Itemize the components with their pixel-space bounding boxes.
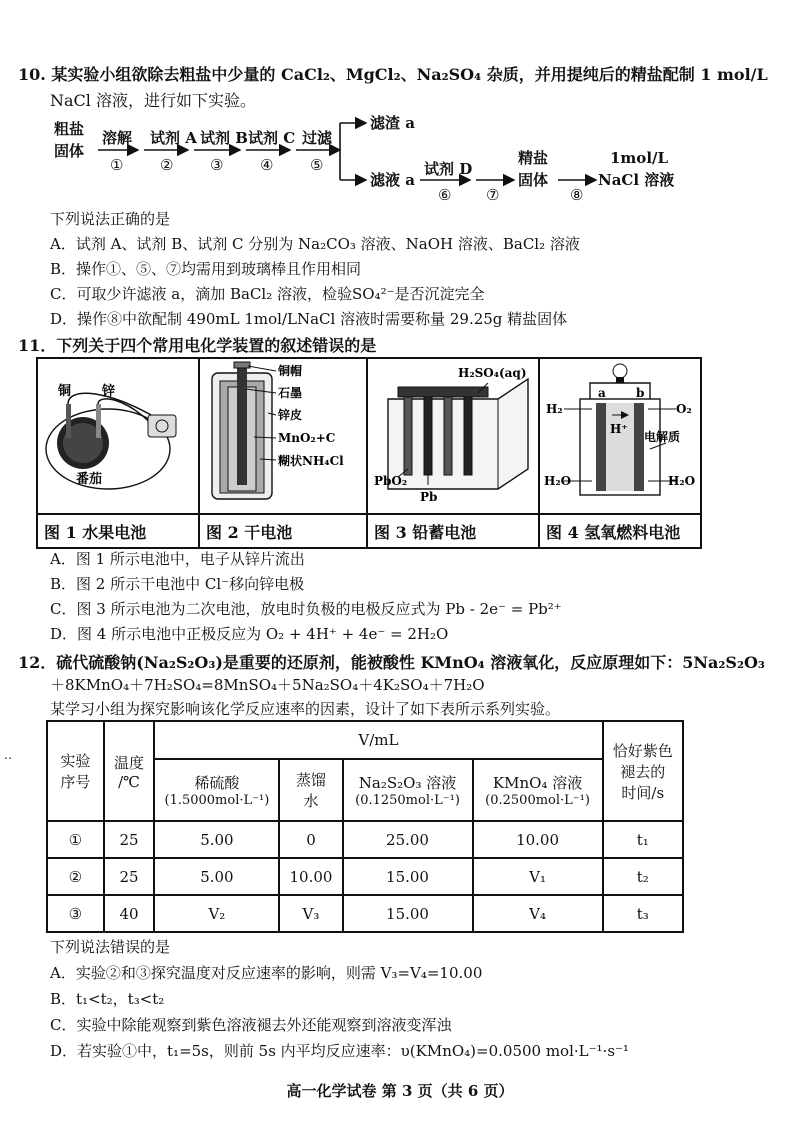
q12-stem-line2: ＋8KMnO₄＋7H₂SO₄=8MnSO₄＋5Na₂SO₄＋4K₂SO₄＋7H₂O [50,676,485,694]
th-temp-1: 温度 [114,753,145,772]
fig4-a-label: a [598,386,606,400]
flow-s1-top: 溶解 [102,129,133,147]
th-time-2: 褪去的 [620,762,666,781]
fig3-pb-label: Pb [420,490,438,504]
fig4-b-label: b [636,386,645,400]
fig1-caption: 图 1 水果电池 [37,514,199,548]
th-kmno4-2: (0.2500mol·L⁻¹) [485,793,590,808]
fig4-o2-label: O₂ [676,402,692,416]
q11-option-c: C．图 3 所示电池为二次电池，放电时负极的电极反应式为 Pb - 2e⁻ = Pb²⁺ [50,600,562,618]
q11-option-b: B．图 2 所示干电池中 Cl⁻移向锌电极 [50,575,305,593]
q11-option-d: D．图 4 所示电池中正极反应为 O₂ + 4H⁺ + 4e⁻ = 2H₂O [50,625,449,643]
th-acid-2: (1.5000mol·L⁻¹) [164,793,270,808]
fig2-label-2: 锌皮 [278,408,303,422]
th-thio-2: (0.1250mol·L⁻¹) [355,793,460,808]
table-row [47,821,683,858]
q10-stem-line1: 10. 某实验小组欲除去粗盐中少量的 CaCl₂、MgCl₂、Na₂SO₄ 杂质，并用提纯后的精盐配制 1 mol/L [18,65,768,84]
flow-s2-top: 试剂 A [150,129,197,147]
fig4-h2o-right-label: H₂O [668,474,696,488]
q11-figure-table [36,357,702,549]
flow-final-1: 1mol/L [610,149,669,167]
cell-no: ③ [47,895,104,932]
flow-s8-bot: ⑧ [570,186,584,204]
fig2-label-4: 糊状NH₄Cl [278,454,344,468]
th-exp-2: 序号 [60,773,91,791]
flow-salt-2: 固体 [518,171,549,189]
th-water [279,759,342,821]
th-thio-1: Na₂S₂O₃ 溶液 [358,774,457,792]
lead-acid-battery-illustration [368,359,538,509]
th-kmno4-1: KMnO₄ 溶液 [492,774,583,792]
flow-final-2: NaCl 溶液 [598,171,675,189]
cell-kmno4: 10.00 [473,821,603,858]
flow-start-2: 固体 [54,142,85,160]
cell-thio: 15.00 [343,895,473,932]
th-temp-2: /℃ [118,772,140,791]
th-acid [154,759,279,821]
flow-s1-bot: ① [110,156,124,174]
q12-experiment-table [46,720,684,933]
fig3-acid-label: H₂SO₄(aq) [458,366,527,380]
flow-s6-top: 试剂 D [424,160,473,178]
cell-water: 0 [279,821,342,858]
flow-residue: 滤渣 a [370,114,415,132]
cell-time: t₂ [603,858,683,895]
fig3-caption: 图 3 铅蓄电池 [367,514,539,548]
flow-filtrate: 滤液 a [370,171,415,189]
q10-option-a: A．试剂 A、试剂 B、试剂 C 分别为 Na₂CO₃ 溶液、NaOH 溶液、BaCl₂ 溶液 [50,235,580,253]
q10-stem-line2: NaCl 溶液，进行如下实验。 [50,91,256,110]
flow-start-1: 粗盐 [54,120,85,138]
th-acid-1: 稀硫酸 [194,774,240,792]
th-time-1: 恰好紫色 [612,741,673,760]
th-time-3: 时间/s [621,783,665,802]
q12-stem-line1: 12．硫代硫酸钠(Na₂S₂O₃)是重要的还原剂，能被酸性 KMnO₄ 溶液氧化，反应原理如下：5Na₂S₂O₃ [18,653,765,672]
cell-temp: 25 [104,821,155,858]
q12-option-c: C．实验中除能观察到紫色溶液褪去外还能观察到溶液变浑浊 [50,1016,452,1034]
cell-thio: 25.00 [343,821,473,858]
th-water-2: 水 [303,792,319,810]
flow-s4-top: 试剂 C [248,129,296,147]
cell-acid: 5.00 [154,821,279,858]
fig2-label-0: 铜帽 [278,364,303,378]
fig3-pbo2-label: PbO₂ [374,474,408,488]
q11-option-a: A．图 1 所示电池中，电子从锌片流出 [50,550,305,568]
cell-water: V₃ [279,895,342,932]
fuel-cell-illustration [540,359,700,509]
cell-temp: 25 [104,858,155,895]
fig4-caption: 图 4 氢氧燃料电池 [539,514,701,548]
q12-option-b: B．t₁<t₂，t₃<t₂ [50,990,165,1008]
q11-stem: 11．下列关于四个常用电化学装置的叙述错误的是 [18,336,377,355]
q12-option-d: D．若实验①中，t₁=5s，则前 5s 内平均反应速率：υ(KMnO₄)=0.0500 mol·L⁻¹·s⁻¹ [50,1042,629,1060]
th-kmno4 [473,759,603,821]
cell-no: ② [47,858,104,895]
fig4-cell [539,358,701,514]
cell-temp: 40 [104,895,155,932]
cell-acid: V₂ [154,895,279,932]
cell-no: ① [47,821,104,858]
th-thio [343,759,473,821]
flow-s2-bot: ② [160,156,174,174]
fig4-h2o-left-label: H₂O [544,474,572,488]
cell-time: t₁ [603,821,683,858]
table-row [47,858,683,895]
fig2-label-3: MnO₂+C [278,431,336,445]
fig1-tomato-label: 番茄 [76,472,103,487]
cell-thio: 15.00 [343,858,473,895]
q12-stem-line3: 某学习小组为探究影响该化学反应速率的因素，设计了如下表所示系列实验。 [50,700,561,718]
th-water-1: 蒸馏 [295,771,326,789]
cell-kmno4: V₄ [473,895,603,932]
q10-option-b: B．操作①、⑤、⑦均需用到玻璃棒且作用相同 [50,260,362,278]
cell-water: 10.00 [279,858,342,895]
flow-s3-top: 试剂 B [200,129,248,147]
flow-salt-1: 精盐 [518,149,549,167]
q10-option-d: D．操作⑧中欲配制 490mL 1mol/LNaCl 溶液时需要称量 29.25g 精盐固体 [50,310,568,328]
fruit-battery-illustration [38,359,198,509]
fig1-cell [37,358,199,514]
dry-cell-illustration [200,359,366,509]
fig4-h2-label: H₂ [546,402,563,416]
fig4-hplus-label: H⁺ [610,422,628,436]
table-row [47,895,683,932]
q10-prompt: 下列说法正确的是 [50,210,171,228]
th-exp [47,721,104,821]
fig2-caption: 图 2 干电池 [199,514,367,548]
flow-s5-bot: ⑤ [310,156,324,174]
flow-s5-top: 过滤 [302,129,333,147]
q12-prompt: 下列说法错误的是 [50,938,171,956]
th-exp-1: 实验 [60,752,91,770]
flow-s4-bot: ④ [260,156,274,174]
margin-mark: ‥ [4,748,13,762]
flow-s6-bot: ⑥ [438,186,452,204]
q10-option-c: C．可取少许滤液 a，滴加 BaCl₂ 溶液，检验SO₄²⁻是否沉淀完全 [50,285,485,303]
th-time [603,721,683,821]
fig4-electrolyte-label: 电解质 [644,430,681,444]
cell-kmno4: V₁ [473,858,603,895]
fig1-zn-label: 锌 [102,384,116,399]
cell-acid: 5.00 [154,858,279,895]
page-footer: 高一化学试卷 第 3 页（共 6 页） [286,1082,514,1100]
flow-s3-bot: ③ [210,156,224,174]
flow-s7-bot: ⑦ [486,186,500,204]
cell-time: t₃ [603,895,683,932]
q12-option-a: A．实验②和③探究温度对反应速率的影响，则需 V₃=V₄=10.00 [50,964,483,982]
fig2-cell [199,358,367,514]
th-temp [104,721,155,821]
th-volume: V/mL [154,721,602,759]
fig1-cu-label: 铜 [58,384,72,399]
fig2-label-1: 石墨 [278,386,303,400]
fig3-cell [367,358,539,514]
q10-flowchart [40,108,760,208]
